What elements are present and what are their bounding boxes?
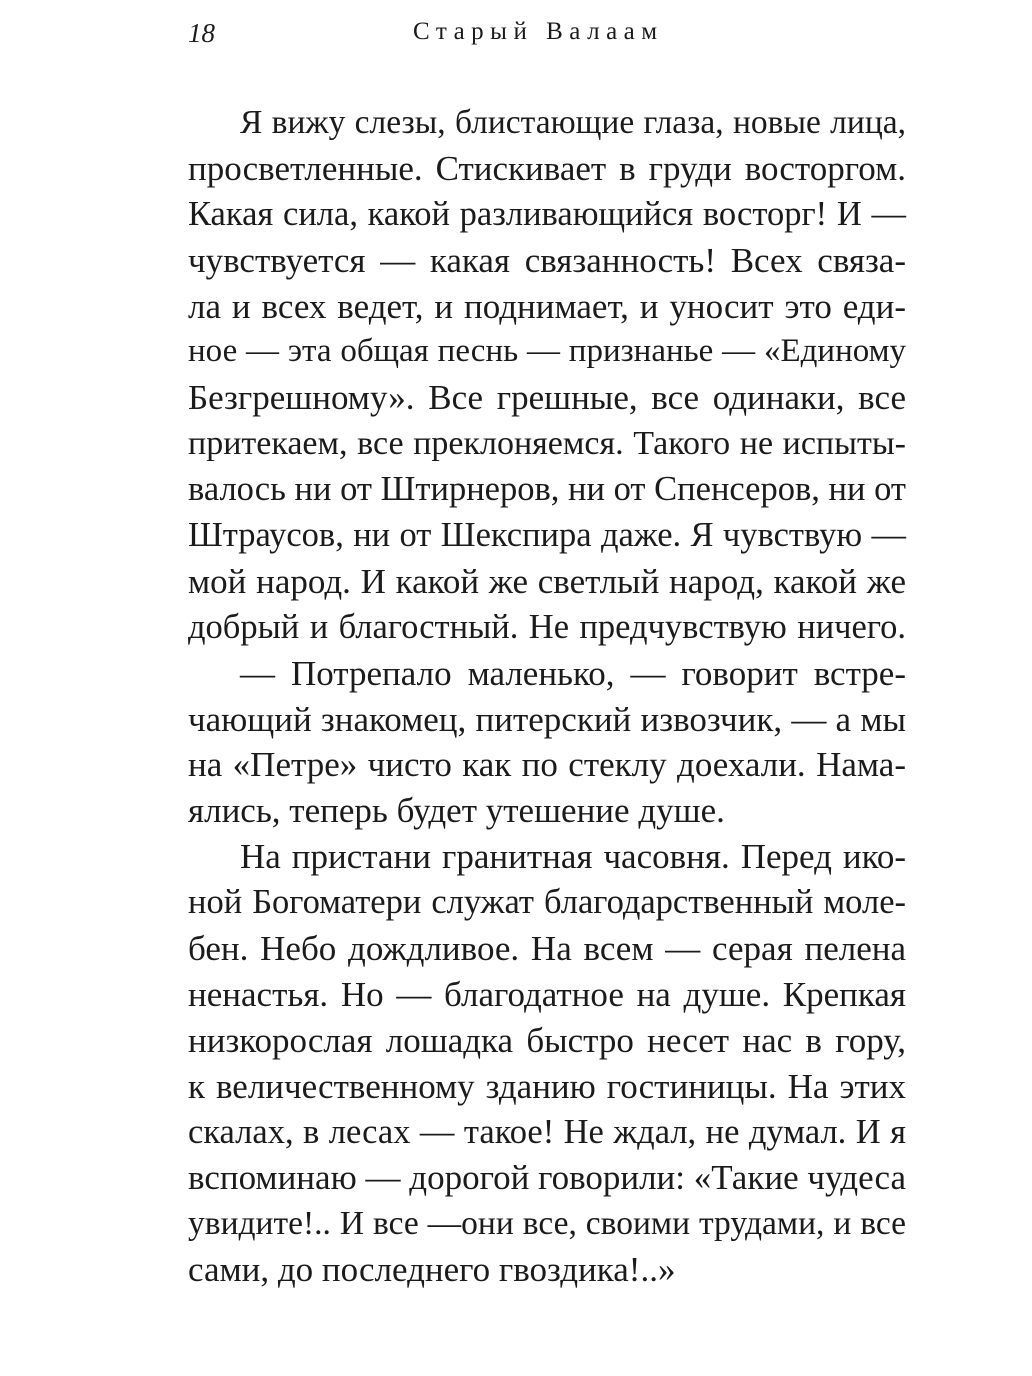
text-line: чувствуется — какая связанность! Всех связа-: [188, 240, 906, 280]
page-number: 18: [188, 18, 215, 48]
text-line: мой народ. И какой же светлый народ, какой же: [188, 561, 906, 601]
text-line: ла и всех ведет, и поднимает, и уносит это еди-: [188, 286, 906, 326]
text-line: ное — эта общая песнь — признанье — «Единому: [188, 333, 906, 370]
text-line: ной Богоматери служат благодарственный моле-: [188, 883, 906, 922]
text-line: валось ни от Штирнеров, ни от Спенсеров, ни от: [188, 470, 906, 509]
text-line: вспоминаю — дорогой говорили: «Такие чудеса: [188, 1158, 906, 1198]
text-line: чающий знакомец, питерский извозчик, — а мы: [188, 699, 906, 739]
text-line: к величественному зданию гостиницы. На этих: [188, 1066, 906, 1106]
text-line: притекаем, все преклоняемся. Такого не испыты-: [188, 425, 906, 463]
text-line: просветленные. Стискивает в груди восторгом.: [188, 148, 906, 188]
text-line: Безгрешному». Все грешные, все одинаки, все: [188, 378, 906, 418]
text-line: Я вижу слезы, блистающие глаза, новые лица,: [240, 104, 906, 141]
text-line: ненастья. Но — благодатное на душе. Крепкая: [188, 974, 906, 1014]
text-line: низкорослая лошадка быстро несет нас в гору,: [188, 1020, 906, 1060]
text-line: добрый и благостный. Не предчувствую ничего.: [188, 607, 906, 646]
text-line: скалах, в лесах — такое! Не ждал, не думал. И я: [188, 1112, 906, 1151]
text-line: Какая сила, какой разливающийся восторг! И —: [188, 194, 906, 233]
text-line: — Потрепало маленько, — говорит встре-: [240, 653, 906, 693]
text-line: увидите!.. И все —они все, своими трудами, и все: [188, 1205, 906, 1243]
text-line: на «Петре» чисто как по стеклу доехали. Нама-: [188, 745, 906, 785]
text-line: сами, до последнего гвоздика!..»: [188, 1250, 676, 1290]
body-text: [188, 100, 906, 1293]
running-head: [188, 12, 904, 56]
text-line: бен. Небо дождливое. На всем — серая пелена: [188, 929, 906, 969]
running-title: Старый Валаам: [413, 18, 664, 45]
text-line: ялись, теперь будет утешение душе.: [188, 791, 725, 831]
text-line: Штраусов, ни от Шекспира даже. Я чувствую —: [188, 516, 906, 555]
text-line: На пристани гранитная часовня. Перед ико-: [240, 837, 906, 877]
